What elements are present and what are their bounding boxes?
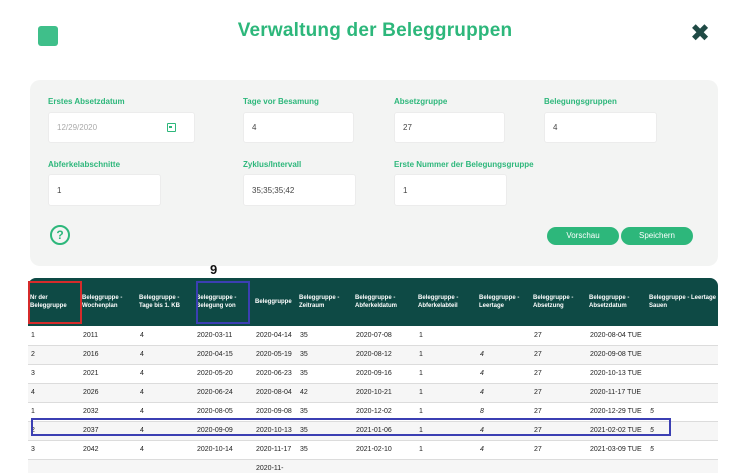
table-cell [647, 326, 718, 345]
table-cell [477, 459, 531, 473]
column-header[interactable]: Beleggruppe [253, 278, 297, 326]
table-row[interactable] [28, 326, 718, 345]
table-cell: 2011 [80, 326, 137, 345]
highlight-box-group-number [28, 281, 82, 324]
table-cell: 4 [137, 440, 194, 459]
table-cell: 2021-01-06 [353, 421, 416, 440]
table-cell: 4 [477, 364, 531, 383]
table-cell [587, 459, 647, 473]
group-table [28, 278, 718, 473]
table-cell: 35 [297, 326, 353, 345]
table-cell: 4 [477, 421, 531, 440]
table-cell [353, 459, 416, 473]
table-cell: 1 [416, 440, 477, 459]
table-cell: 2020-05-19 [253, 345, 297, 364]
table-cell: 3 [28, 440, 80, 459]
table-cell: 35 [297, 440, 353, 459]
weaning-group-label: Absetzgruppe [394, 97, 448, 106]
table-cell [647, 459, 718, 473]
table-cell: 2020-09-09 [194, 421, 253, 440]
farrowing-label: Abferkelabschnitte [48, 160, 121, 169]
table-cell: 2020-08-04 [253, 383, 297, 402]
table-cell: 4 [477, 345, 531, 364]
table-cell: 2026 [80, 383, 137, 402]
table-cell: 35 [297, 421, 353, 440]
table-row[interactable] [28, 459, 718, 473]
table-row[interactable] [28, 345, 718, 364]
table-cell: 2016 [80, 345, 137, 364]
table-cell: 42 [297, 383, 353, 402]
preview-button[interactable]: Vorschau [547, 227, 619, 245]
table-cell [647, 383, 718, 402]
table-cell: 2042 [80, 440, 137, 459]
days-label: Tage vor Besamung [243, 97, 319, 106]
cycle-label: Zyklus/Intervall [243, 160, 302, 169]
table-cell: 5 [647, 402, 718, 421]
table-cell: 1 [28, 402, 80, 421]
farrowing-input[interactable]: 1 [48, 174, 161, 206]
save-button[interactable]: Speichern [621, 227, 693, 245]
table-cell [647, 364, 718, 383]
column-header[interactable]: Beleggruppe - Leertage [477, 278, 531, 326]
table-cell [647, 345, 718, 364]
first-date-label: Erstes Absetzdatum [48, 97, 125, 106]
table-cell: 2020-11-17 [253, 440, 297, 459]
groups-input[interactable]: 4 [544, 112, 657, 143]
table-cell: 2020-10-14 [194, 440, 253, 459]
table-cell [137, 459, 194, 473]
calendar-icon[interactable] [167, 123, 176, 132]
table-cell: 2020-04-14 [253, 326, 297, 345]
table-cell: 2020-05-20 [194, 364, 253, 383]
table-cell: 2 [28, 421, 80, 440]
table-cell: 2020-06-23 [253, 364, 297, 383]
table-cell: 4 [137, 383, 194, 402]
table-cell: 2020-08-04 TUE [587, 326, 647, 345]
table-cell: 8 [477, 402, 531, 421]
table-body [28, 326, 718, 473]
close-icon[interactable]: ✖ [690, 20, 711, 47]
table-cell: 27 [531, 364, 587, 383]
table-cell [80, 459, 137, 473]
table-cell: 2021-02-10 [353, 440, 416, 459]
table-cell: 2020-07-08 [353, 326, 416, 345]
table-cell: 2020-08-05 [194, 402, 253, 421]
table-cell: 4 [28, 383, 80, 402]
table-header-row [28, 278, 718, 326]
table-cell: 27 [531, 440, 587, 459]
table-cell: 1 [416, 345, 477, 364]
column-header[interactable]: Nr der Beleggruppe [28, 278, 80, 326]
table-cell: 27 [531, 402, 587, 421]
table-cell: 2021-03-09 TUE [587, 440, 647, 459]
highlight-box-occupancy-column [196, 281, 250, 324]
table-cell: 2020-10-13 [253, 421, 297, 440]
table-cell: 2020-09-16 [353, 364, 416, 383]
table-cell: 35 [297, 364, 353, 383]
first-date-value: 12/29/2020 [57, 123, 98, 132]
table-cell: 4 [477, 383, 531, 402]
help-icon[interactable]: ? [50, 225, 70, 245]
column-header[interactable]: Beleggruppe - Zeitraum [297, 278, 353, 326]
table-cell: 4 [137, 402, 194, 421]
table-cell [28, 459, 80, 473]
table-cell: 2020-04-15 [194, 345, 253, 364]
table-cell: 4 [137, 345, 194, 364]
first-number-input[interactable]: 1 [394, 174, 507, 206]
annotation-number: 9 [210, 262, 218, 277]
table-row[interactable] [28, 383, 718, 402]
table-row[interactable] [28, 364, 718, 383]
table-cell: 2020-10-21 [353, 383, 416, 402]
table-cell: 5 [647, 440, 718, 459]
table-cell: 2020-08-12 [353, 345, 416, 364]
table-cell: 4 [137, 421, 194, 440]
table-cell: 2020-09-08 [253, 402, 297, 421]
column-header[interactable]: Beleggruppe - Absetzdatum [587, 278, 647, 326]
column-header[interactable]: Beleggruppe - Abferkelabteil [416, 278, 477, 326]
column-header[interactable]: Beleggruppe - Leertage Sauen [647, 278, 718, 326]
page-title: Verwaltung der Beleggruppen [237, 20, 513, 41]
table-cell: 4 [477, 440, 531, 459]
table-cell: 1 [28, 326, 80, 345]
groups-label: Belegungsgruppen [544, 97, 617, 106]
table-cell: 2020-11- [253, 459, 297, 473]
table-cell: 35 [297, 402, 353, 421]
table-cell: 2021-02-02 TUE [587, 421, 647, 440]
table-cell [531, 459, 587, 473]
table-cell: 2037 [80, 421, 137, 440]
highlight-box-selected-row [31, 418, 671, 436]
table-cell: 2032 [80, 402, 137, 421]
table-cell: 27 [531, 345, 587, 364]
table-cell: 2020-12-02 [353, 402, 416, 421]
table-cell: 2020-09-08 TUE [587, 345, 647, 364]
table-cell: 2 [28, 345, 80, 364]
table-cell: 5 [647, 421, 718, 440]
days-input[interactable]: 4 [243, 112, 354, 143]
column-header[interactable]: Beleggruppe - Belegung von [194, 278, 253, 326]
column-header[interactable]: Beleggruppe - Tage bis 1. KB [137, 278, 194, 326]
table-row[interactable] [28, 440, 718, 459]
table-cell [194, 459, 253, 473]
table-cell: 35 [297, 345, 353, 364]
table-cell: 2021 [80, 364, 137, 383]
table-cell: 27 [531, 383, 587, 402]
cycle-input[interactable]: 35;35;35;42 [243, 174, 356, 206]
table-cell: 3 [28, 364, 80, 383]
table-cell: 2020-06-24 [194, 383, 253, 402]
table-cell: 1 [416, 326, 477, 345]
table-cell: 1 [416, 402, 477, 421]
first-number-label: Erste Nummer der Belegungsgruppe [394, 160, 534, 169]
table-cell: 4 [137, 364, 194, 383]
column-header[interactable]: Beleggruppe - Absetzung [531, 278, 587, 326]
weaning-group-input[interactable]: 27 [394, 112, 505, 143]
table-cell: 1 [416, 383, 477, 402]
table-cell: 4 [137, 326, 194, 345]
table-cell: 27 [531, 326, 587, 345]
table-cell: 27 [531, 421, 587, 440]
table-cell [297, 459, 353, 473]
column-header[interactable]: Beleggruppe - Abferkeldatum [353, 278, 416, 326]
first-date-input[interactable] [48, 112, 195, 143]
table-cell: 2020-03-11 [194, 326, 253, 345]
table-cell: 2020-10-13 TUE [587, 364, 647, 383]
table-cell: 1 [416, 364, 477, 383]
table-cell: 2020-12-29 TUE [587, 402, 647, 421]
table-cell: 2020-11-17 TUE [587, 383, 647, 402]
table-cell [416, 459, 477, 473]
table-cell [477, 326, 531, 345]
column-header[interactable]: Beleggruppe - Wochenplan [80, 278, 137, 326]
table-cell: 1 [416, 421, 477, 440]
